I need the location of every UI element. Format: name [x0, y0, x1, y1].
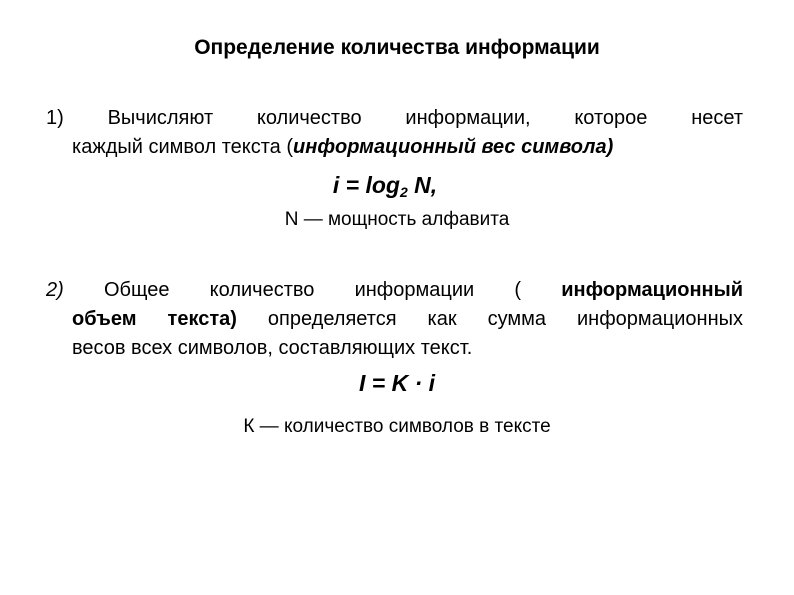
item-2-line-3: весов всех символов, составляющих текст.: [72, 337, 473, 359]
item-1-paragraph: [46, 104, 743, 162]
formula-1-suffix: N,: [407, 172, 438, 198]
item-2-number: 2): [46, 279, 64, 301]
formula-information-weight: [0, 170, 794, 200]
slide-title: Определение количества информации: [194, 36, 600, 59]
formula-text-volume: I = K · i: [358, 370, 436, 396]
formula-1-prefix: i = log: [332, 172, 400, 198]
item-2-term-part-1: информационный: [561, 279, 743, 301]
item-2-line-2-text: определяется как сумма информационных: [236, 308, 744, 330]
item-1-line-2: [46, 133, 743, 162]
item-2-term-part-2: объем текста): [72, 308, 237, 330]
item-1-line-2-text: каждый символ текста (: [72, 136, 294, 158]
note-alphabet-power: N — мощность алфавита: [284, 209, 510, 230]
note-symbol-count: К — количество символов в тексте: [243, 416, 551, 437]
item-1-line-1: 1) Вычисляют количество информации, которое несет: [46, 107, 743, 129]
formula-1-subscript: 2: [399, 184, 408, 200]
item-2-line-2: [46, 305, 743, 334]
item-2-paragraph: [46, 276, 743, 363]
item-2-line-1: [46, 276, 743, 305]
item-1-term: информационный вес символа): [293, 136, 614, 158]
item-2-line-1-text: Общее количество информации (: [63, 279, 562, 301]
